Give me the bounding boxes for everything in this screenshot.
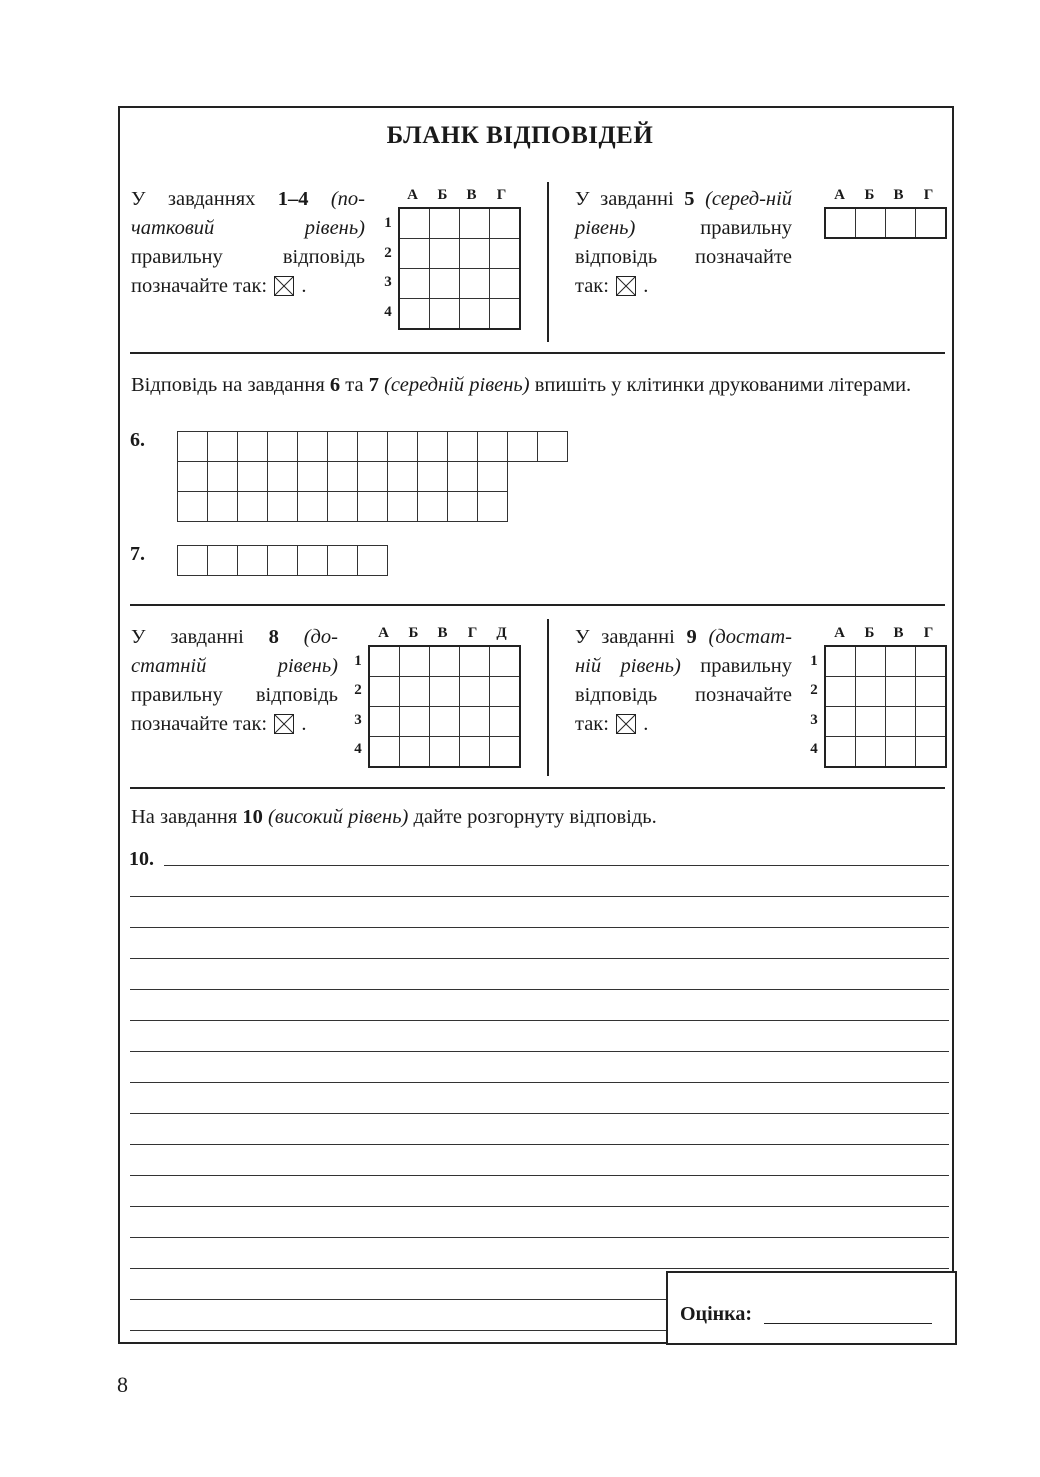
answer-cell[interactable] bbox=[369, 677, 400, 707]
grid-8-row-label: 4 bbox=[354, 741, 362, 757]
answer-cell[interactable] bbox=[430, 707, 460, 737]
grade-field[interactable] bbox=[764, 1323, 932, 1324]
answer-line[interactable] bbox=[130, 1175, 949, 1176]
answer-line[interactable] bbox=[130, 1144, 949, 1145]
letter-cells-7[interactable] bbox=[177, 545, 388, 576]
answer-cell[interactable] bbox=[430, 269, 460, 299]
answer-cell[interactable] bbox=[430, 646, 460, 677]
grid-9-row-label: 1 bbox=[810, 653, 818, 669]
answer-cell[interactable] bbox=[238, 462, 268, 492]
answer-cell[interactable] bbox=[490, 269, 521, 299]
answer-cell[interactable] bbox=[328, 432, 358, 462]
column-divider bbox=[547, 619, 549, 776]
answer-line[interactable] bbox=[130, 1051, 949, 1052]
answer-cell[interactable] bbox=[460, 677, 490, 707]
answer-cell[interactable] bbox=[369, 646, 400, 677]
answer-cell[interactable] bbox=[369, 707, 400, 737]
answer-cell[interactable] bbox=[430, 737, 460, 768]
grid-8-col-label: В bbox=[437, 625, 448, 641]
grid-1-4-row-label: 4 bbox=[384, 304, 392, 320]
grid-1-4-row-label: 2 bbox=[384, 245, 392, 261]
answer-cell[interactable] bbox=[238, 432, 268, 462]
answer-line[interactable] bbox=[130, 1237, 949, 1238]
answer-cell[interactable] bbox=[886, 737, 916, 768]
answer-cell[interactable] bbox=[178, 462, 208, 492]
section-divider bbox=[130, 352, 945, 354]
answer-line[interactable] bbox=[130, 1268, 949, 1269]
answer-cell[interactable] bbox=[490, 299, 521, 330]
grid-5-col-label: В bbox=[893, 187, 904, 203]
answer-cell[interactable] bbox=[460, 269, 490, 299]
letter-cells-6-rows-2-3[interactable] bbox=[177, 461, 508, 522]
answer-cell[interactable] bbox=[478, 492, 508, 522]
task-8-instructions: У завданні 8 (до-статній рівень) правильну відповідь позначайте так: . bbox=[131, 626, 339, 735]
answer-cell[interactable] bbox=[538, 432, 568, 462]
answer-cell[interactable] bbox=[856, 737, 886, 768]
answer-cell[interactable] bbox=[298, 546, 328, 576]
answer-cell[interactable] bbox=[825, 677, 856, 707]
answer-cell[interactable] bbox=[460, 299, 490, 330]
answer-cell[interactable] bbox=[430, 677, 460, 707]
answer-cell[interactable] bbox=[400, 707, 430, 737]
answer-line[interactable] bbox=[164, 865, 949, 866]
answer-cell[interactable] bbox=[825, 737, 856, 768]
grade-box bbox=[666, 1271, 957, 1345]
section-divider bbox=[130, 787, 945, 789]
grid-8-row-label: 1 bbox=[354, 653, 362, 669]
answer-cell[interactable] bbox=[388, 492, 418, 522]
answer-cell[interactable] bbox=[399, 299, 430, 330]
task-9-instructions: У завданні 9 (достат-ній рівень) правильну відповідь позначайте так: . bbox=[575, 626, 793, 735]
answer-cell[interactable] bbox=[886, 208, 916, 238]
answer-cell[interactable] bbox=[178, 546, 208, 576]
answer-line[interactable] bbox=[130, 927, 949, 928]
answer-cell[interactable] bbox=[399, 208, 430, 239]
answer-cell[interactable] bbox=[886, 677, 916, 707]
answer-cell[interactable] bbox=[448, 492, 478, 522]
answer-cell[interactable] bbox=[478, 432, 508, 462]
answer-line[interactable] bbox=[130, 989, 949, 990]
answer-line[interactable] bbox=[130, 958, 949, 959]
grid-5-col-label: Б bbox=[864, 187, 875, 203]
answer-cell[interactable] bbox=[490, 239, 521, 269]
answer-cell[interactable] bbox=[328, 546, 358, 576]
grid-8-row-label: 3 bbox=[354, 712, 362, 728]
answer-cell[interactable] bbox=[238, 492, 268, 522]
answer-cell[interactable] bbox=[400, 737, 430, 768]
crossed-box-icon bbox=[274, 276, 294, 296]
answer-line[interactable] bbox=[130, 1082, 949, 1083]
grid-8-col-label: Г bbox=[467, 625, 478, 641]
answer-cell[interactable] bbox=[916, 737, 947, 768]
grid-9-col-label: А bbox=[834, 625, 845, 641]
grid-1-4-col-label: А bbox=[407, 187, 418, 203]
answer-cell[interactable] bbox=[418, 492, 448, 522]
answer-cell[interactable] bbox=[490, 737, 521, 768]
grid-1-4-row-label: 1 bbox=[384, 215, 392, 231]
answer-grid-1-4[interactable] bbox=[398, 207, 521, 330]
sheet-title: БЛАНК ВІДПОВІДЕЙ bbox=[386, 122, 654, 149]
crossed-box-icon bbox=[616, 714, 636, 734]
answer-cell[interactable] bbox=[490, 646, 521, 677]
answer-cell[interactable] bbox=[358, 462, 388, 492]
letter-cells-6-row-1[interactable] bbox=[177, 431, 568, 462]
answer-cell[interactable] bbox=[460, 737, 490, 768]
answer-cell[interactable] bbox=[328, 462, 358, 492]
task-10-instructions: На завдання 10 (високий рівень) дайте розгорнуту відповідь. bbox=[131, 806, 657, 828]
task-10-label: 10. bbox=[129, 848, 154, 870]
answer-grid-5[interactable] bbox=[824, 207, 947, 239]
grid-9-col-label: Г bbox=[923, 625, 934, 641]
answer-cell[interactable] bbox=[208, 462, 238, 492]
grid-1-4-col-label: Г bbox=[496, 187, 507, 203]
answer-cell[interactable] bbox=[460, 208, 490, 239]
answer-cell[interactable] bbox=[369, 737, 400, 768]
answer-cell[interactable] bbox=[238, 546, 268, 576]
answer-grid-8[interactable] bbox=[368, 645, 521, 768]
grid-9-col-label: Б bbox=[864, 625, 875, 641]
answer-cell[interactable] bbox=[916, 707, 947, 737]
answer-cell[interactable] bbox=[916, 677, 947, 707]
answer-cell[interactable] bbox=[208, 546, 238, 576]
grade-label: Оцінка: bbox=[680, 1303, 753, 1325]
answer-cell[interactable] bbox=[178, 492, 208, 522]
answer-cell[interactable] bbox=[298, 492, 328, 522]
page-number: 8 bbox=[117, 1372, 128, 1397]
answer-line[interactable] bbox=[130, 1206, 949, 1207]
answer-cell[interactable] bbox=[460, 646, 490, 677]
answer-cell[interactable] bbox=[886, 646, 916, 677]
answer-cell[interactable] bbox=[460, 707, 490, 737]
answer-grid-9[interactable] bbox=[824, 645, 947, 768]
answer-cell[interactable] bbox=[886, 707, 916, 737]
answer-cell[interactable] bbox=[268, 462, 298, 492]
answer-cell[interactable] bbox=[490, 707, 521, 737]
answer-cell[interactable] bbox=[358, 546, 388, 576]
answer-cell[interactable] bbox=[916, 646, 947, 677]
answer-cell[interactable] bbox=[298, 462, 328, 492]
grid-5-col-label: А bbox=[834, 187, 845, 203]
answer-line[interactable] bbox=[130, 1113, 949, 1114]
grid-9-row-label: 2 bbox=[810, 682, 818, 698]
grid-5-col-label: Г bbox=[923, 187, 934, 203]
answer-cell[interactable] bbox=[490, 677, 521, 707]
task-1-4-instructions: У завданнях 1–4 (по-чатковий рівень) правильну відповідь позначайте так: . bbox=[131, 188, 366, 297]
answer-cell[interactable] bbox=[856, 707, 886, 737]
answer-cell[interactable] bbox=[490, 208, 521, 239]
grid-1-4-col-label: В bbox=[466, 187, 477, 203]
answer-cell[interactable] bbox=[298, 432, 328, 462]
answer-cell[interactable] bbox=[448, 432, 478, 462]
answer-cell[interactable] bbox=[418, 462, 448, 492]
answer-cell[interactable] bbox=[448, 462, 478, 492]
task-5-instructions: У завданні 5 (серед-ній рівень) правильну відповідь позначайте так: . bbox=[575, 188, 793, 297]
answer-cell[interactable] bbox=[399, 269, 430, 299]
answer-cell[interactable] bbox=[268, 492, 298, 522]
grid-8-row-label: 2 bbox=[354, 682, 362, 698]
answer-cell[interactable] bbox=[328, 492, 358, 522]
task-6-7-instructions: Відповідь на завдання 6 та 7 (середній рівень) впишіть у клітинки друкованими літерами. bbox=[131, 374, 912, 396]
grid-9-col-label: В bbox=[893, 625, 904, 641]
answer-cell[interactable] bbox=[856, 208, 886, 238]
answer-cell[interactable] bbox=[460, 239, 490, 269]
column-divider bbox=[547, 182, 549, 342]
answer-cell[interactable] bbox=[268, 546, 298, 576]
answer-cell[interactable] bbox=[508, 432, 538, 462]
answer-cell[interactable] bbox=[418, 432, 448, 462]
answer-cell[interactable] bbox=[825, 707, 856, 737]
answer-cell[interactable] bbox=[208, 432, 238, 462]
answer-cell[interactable] bbox=[825, 208, 856, 238]
answer-cell[interactable] bbox=[825, 646, 856, 677]
grid-8-col-label: А bbox=[378, 625, 389, 641]
crossed-box-icon bbox=[616, 276, 636, 296]
section-divider bbox=[130, 604, 945, 606]
answer-cell[interactable] bbox=[178, 432, 208, 462]
answer-cell[interactable] bbox=[916, 208, 947, 238]
answer-cell[interactable] bbox=[388, 462, 418, 492]
answer-cell[interactable] bbox=[856, 677, 886, 707]
answer-cell[interactable] bbox=[856, 646, 886, 677]
grid-1-4-row-label: 3 bbox=[384, 274, 392, 290]
grid-1-4-col-label: Б bbox=[437, 187, 448, 203]
answer-cell[interactable] bbox=[430, 299, 460, 330]
grid-8-col-label: Д bbox=[496, 625, 507, 641]
answer-cell[interactable] bbox=[268, 432, 298, 462]
answer-cell[interactable] bbox=[388, 432, 418, 462]
answer-line[interactable] bbox=[130, 1020, 949, 1021]
answer-cell[interactable] bbox=[430, 239, 460, 269]
grid-8-col-label: Б bbox=[408, 625, 419, 641]
answer-cell[interactable] bbox=[358, 432, 388, 462]
answer-cell[interactable] bbox=[400, 677, 430, 707]
grid-9-row-label: 4 bbox=[810, 741, 818, 757]
task-7-label: 7. bbox=[130, 543, 145, 565]
answer-line[interactable] bbox=[130, 896, 949, 897]
grid-9-row-label: 3 bbox=[810, 712, 818, 728]
crossed-box-icon bbox=[274, 714, 294, 734]
answer-cell[interactable] bbox=[208, 492, 238, 522]
answer-cell[interactable] bbox=[430, 208, 460, 239]
task-6-label: 6. bbox=[130, 429, 145, 451]
answer-cell[interactable] bbox=[400, 646, 430, 677]
answer-cell[interactable] bbox=[478, 462, 508, 492]
answer-cell[interactable] bbox=[358, 492, 388, 522]
answer-cell[interactable] bbox=[399, 239, 430, 269]
